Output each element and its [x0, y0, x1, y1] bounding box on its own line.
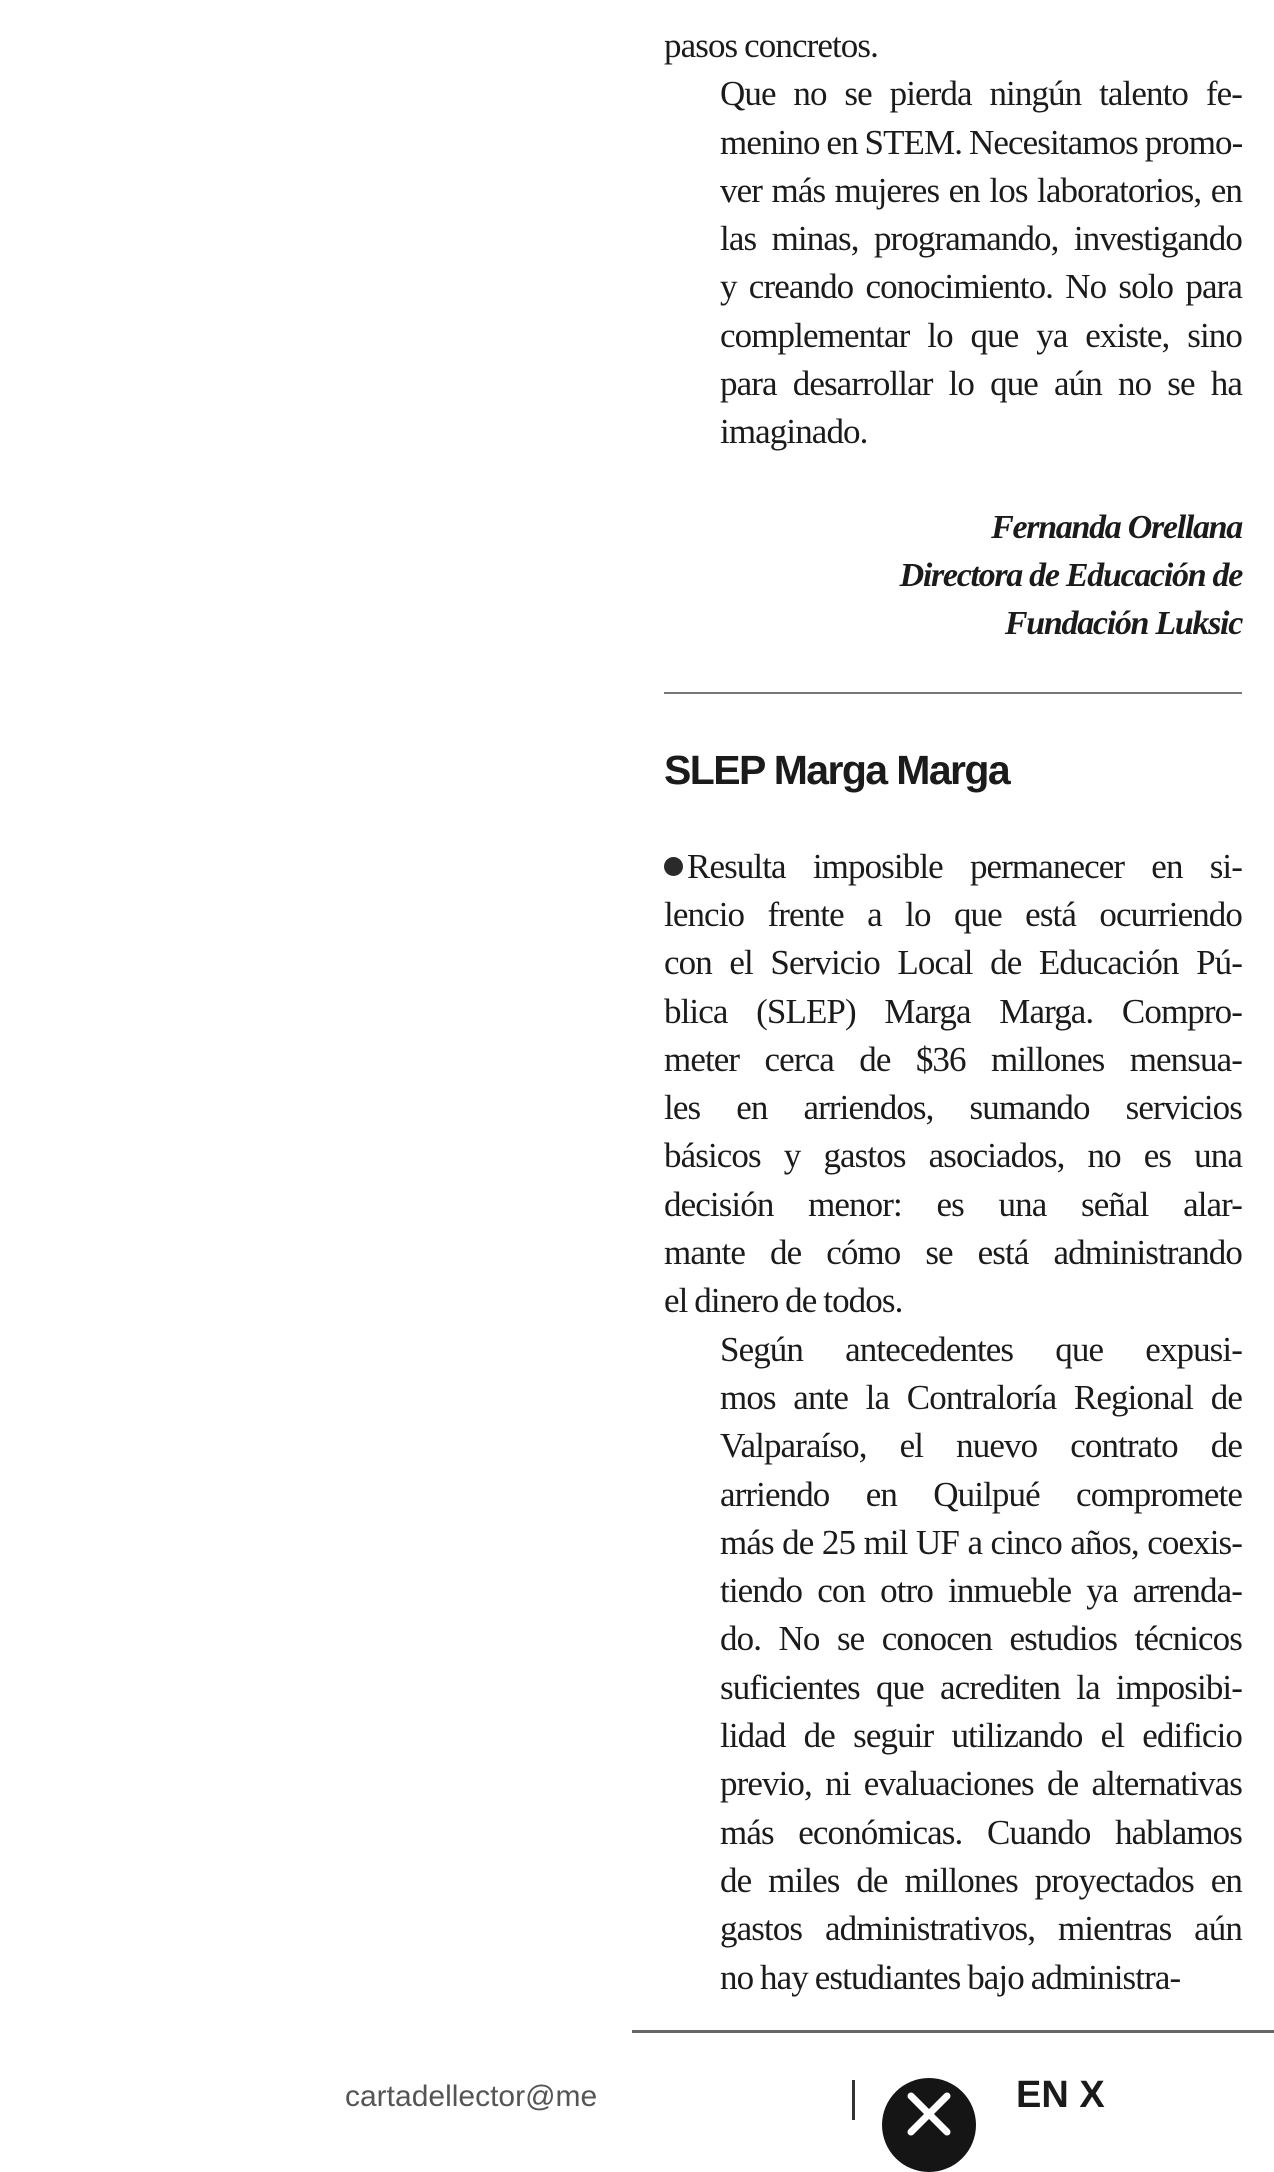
signature-organization: Fundación Luksic — [1004, 604, 1242, 642]
letter1-signature — [664, 504, 1242, 648]
signature-name: Fernanda Orellana — [991, 508, 1242, 546]
footer-vertical-divider — [852, 2080, 855, 2120]
text-line: decisión menor: es una señal alar- — [664, 1184, 1242, 1224]
text-line: el dinero de todos. — [664, 1281, 903, 1321]
text-line: no hay estudiantes bajo administra- — [720, 1957, 1181, 1997]
bullet-icon — [664, 857, 683, 876]
text-line: Valparaíso, el nuevo contrato de — [720, 1426, 1242, 1466]
footer-x-label: EN X — [1016, 2074, 1105, 2116]
text-line: básicos y gastos asociados, no es una — [664, 1136, 1242, 1176]
letter1-paragraph-2 — [664, 70, 1242, 456]
text-line: imaginado. — [720, 412, 868, 452]
footer-email-text: cartadellector@me — [345, 2080, 598, 2113]
text-line: arriendo en Quilpué compromete — [720, 1474, 1242, 1514]
letter2-paragraph-2 — [664, 1326, 1242, 2002]
letters-column — [664, 22, 1242, 2002]
text-line: mante de cómo se está administrando — [664, 1233, 1242, 1273]
text-line: más de 25 mil UF a cinco años, coexis- — [720, 1522, 1242, 1562]
text-line: pasos concretos. — [664, 26, 878, 65]
text-line: les en arriendos, sumando servicios — [664, 1088, 1242, 1128]
text-line: lidad de seguir utilizando el edificio — [720, 1716, 1242, 1756]
text-line: para desarrollar lo que aún no se ha — [720, 364, 1242, 404]
text-line: mos ante la Contraloría Regional de — [720, 1377, 1242, 1417]
text-line: Resulta imposible permanecer en si- — [664, 843, 1242, 891]
text-line: las minas, programando, investigando — [720, 219, 1242, 259]
letter2-headline: SLEP Marga Marga — [664, 746, 1010, 793]
text-line: de miles de millones proyectados en — [720, 1860, 1242, 1900]
text-line: suficientes que acrediten la imposibi- — [720, 1667, 1242, 1707]
section-divider — [664, 692, 1242, 694]
signature-title: Directora de Educación de — [899, 556, 1242, 594]
text-line: más económicas. Cuando hablamos — [720, 1812, 1242, 1852]
text-line: y creando conocimiento. No solo para — [720, 267, 1242, 307]
text-line: complementar lo que ya existe, sino — [720, 315, 1242, 355]
text-line: menino en STEM. Necesitamos promo- — [720, 122, 1243, 162]
text-line: ver más mujeres en los laboratorios, en — [720, 170, 1242, 210]
text-line: tiendo con otro inmueble ya arrenda- — [720, 1571, 1242, 1611]
text-line: meter cerca de $36 millones mensua- — [664, 1039, 1242, 1079]
text-line: Que no se pierda ningún talento fe- — [720, 74, 1242, 114]
text-line: Según antecedentes que expusi- — [720, 1329, 1242, 1369]
text-line: do. No se conocen estudios técnicos — [720, 1619, 1242, 1659]
text-line: previo, ni evaluaciones de alternativas — [720, 1764, 1242, 1804]
footer-divider-line — [632, 2030, 1274, 2033]
letter2-paragraph-1 — [664, 843, 1242, 1326]
text-line: gastos administrativos, mientras aún — [720, 1909, 1242, 1949]
text-line: lencio frente a lo que está ocurriendo — [664, 894, 1242, 934]
text-line: con el Servicio Local de Educación Pú- — [664, 943, 1242, 983]
text-line: blica (SLEP) Marga Marga. Compro- — [664, 991, 1242, 1031]
letter1-paragraph-1 — [664, 22, 1242, 70]
x-logo-icon — [882, 2078, 976, 2172]
